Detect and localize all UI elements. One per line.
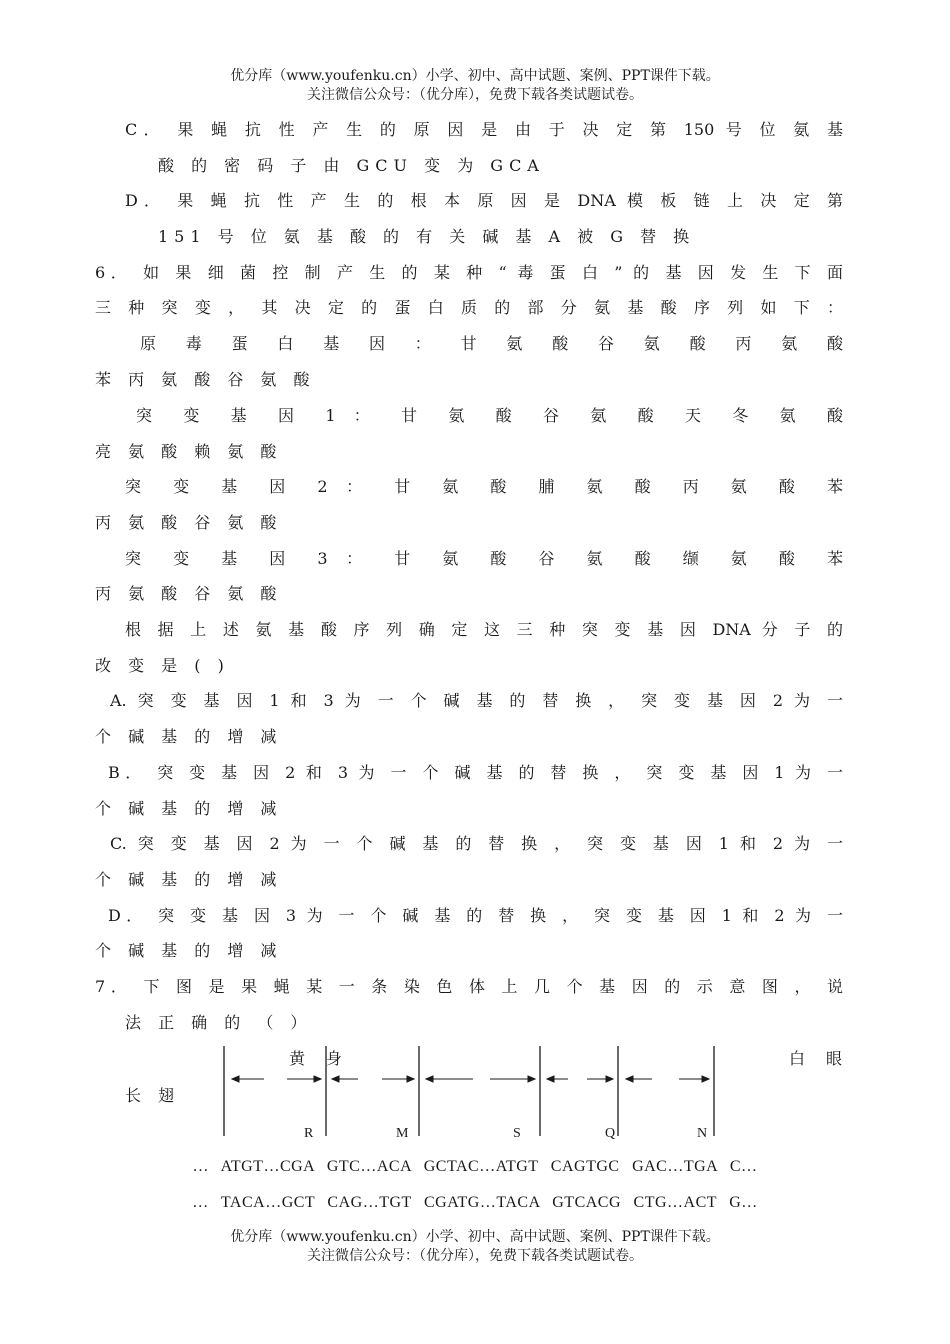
gene-name-chi: 翅 — [158, 1088, 175, 1105]
q7-stem-line2: 法 正 确 的 （ ） — [125, 1013, 313, 1032]
q7-stem-line1: 7． 下 图 是 果 蝇 某 一 条 染 色 体 上 几 个 基 因 的 示 意 图 ， 说 — [95, 977, 843, 996]
q6-option-d-line2: 个 碱 基 的 增 减 — [95, 941, 283, 960]
q6-option-c-line2: 个 碱 基 的 增 减 — [95, 870, 283, 889]
arrow-right-icon — [702, 1076, 709, 1082]
q6-original-gene-line2: 苯 丙 氨 酸 谷 氨 酸 — [95, 370, 316, 389]
segment-label-m: M — [396, 1126, 409, 1141]
gene-name-shen: 身 — [326, 1051, 343, 1068]
header-line-1: 优分库（www.youfenku.cn）小学、初中、高中试题、案例、PPT课件下载。 — [230, 68, 720, 84]
arrow-left-icon — [426, 1076, 433, 1082]
chromosome-gene-diagram — [0, 1040, 950, 1150]
segment-label-s: S — [513, 1126, 521, 1141]
q6-option-b-line2: 个 碱 基 的 增 减 — [95, 799, 283, 818]
gene-name-chang: 长 — [125, 1088, 142, 1105]
q5-option-c-line2: 酸 的 密 码 子 由 GCU 变 为 GCA — [158, 156, 545, 175]
footer-line-1: 优分库（www.youfenku.cn）小学、初中、高中试题、案例、PPT课件下载。 — [230, 1229, 720, 1245]
q6-question-line2: 改 变 是 ( ) — [95, 656, 230, 675]
segment-label-r: R — [304, 1126, 314, 1141]
q6-mutant2-line1: 突 变 基 因 2 ： 甘 氨 酸 脯 氨 酸 丙 氨 酸 苯 — [125, 477, 843, 496]
arrow-left-icon — [232, 1076, 239, 1082]
gene-name-huang: 黄 — [289, 1051, 306, 1068]
q6-option-b-line1: B． 突 变 基 因 2 和 3 为 一 个 碱 基 的 替 换 ， 突 变 基 因 1 为 一 — [108, 763, 843, 782]
arrow-left-icon — [547, 1076, 554, 1082]
arrow-right-icon — [314, 1076, 321, 1082]
q5-option-d-line1: D． 果 蝇 抗 性 产 生 的 根 本 原 因 是 DNA 模 板 链 上 决 定 第 — [125, 191, 843, 210]
q6-question-line1: 根 据 上 述 氨 基 酸 序 列 确 定 这 三 种 突 变 基 因 DNA 分 子 的 — [125, 620, 843, 639]
q6-stem-line2: 三 种 突 变 ， 其 决 定 的 蛋 白 质 的 部 分 氨 基 酸 序 列 如 下 ： — [95, 298, 843, 317]
segment-label-q: Q — [605, 1126, 616, 1141]
q6-option-d-line1: D． 突 变 基 因 3 为 一 个 碱 基 的 替 换 ， 突 变 基 因 1 和 2 为 一 — [108, 906, 843, 925]
q6-mutant1-line1: 突 变 基 因 1 ： 甘 氨 酸 谷 氨 酸 天 冬 氨 酸 — [136, 406, 843, 425]
q6-mutant3-line2: 丙 氨 酸 谷 氨 酸 — [95, 584, 283, 603]
footer-line-2: 关注微信公众号：（优分库），免费下载各类试题试卷。 — [307, 1248, 643, 1264]
arrow-right-icon — [528, 1076, 535, 1082]
arrow-left-icon — [332, 1076, 339, 1082]
q6-original-gene-line1: 原 毒 蛋 白 基 因 ： 甘 氨 酸 谷 氨 酸 丙 氨 酸 — [140, 334, 843, 353]
q6-mutant3-line1: 突 变 基 因 3 ： 甘 氨 酸 谷 氨 酸 缬 氨 酸 苯 — [125, 549, 843, 568]
q6-stem-line1: 6． 如 果 细 菌 控 制 产 生 的 某 种 “ 毒 蛋 白 ” 的 基 因 发 生 下 面 — [95, 263, 843, 282]
header-line-2: 关注微信公众号：（优分库），免费下载各类试题试卷。 — [307, 87, 643, 103]
q6-mutant1-line2: 亮 氨 酸 赖 氨 酸 — [95, 442, 283, 461]
gene-name-bai: 白 — [789, 1051, 806, 1068]
q6-mutant2-line2: 丙 氨 酸 谷 氨 酸 — [95, 513, 283, 532]
q5-option-c-line1: C． 果 蝇 抗 性 产 生 的 原 因 是 由 于 决 定 第 150 号 位 氨 基 — [125, 120, 843, 139]
gene-name-yan: 眼 — [826, 1051, 843, 1068]
segment-label-n: N — [697, 1126, 708, 1141]
arrow-left-icon — [626, 1076, 633, 1082]
q6-option-c-line1: C. 突 变 基 因 2 为 一 个 碱 基 的 替 换 ， 突 变 基 因 1 和 2 为 一 — [110, 834, 843, 853]
q6-option-a-line1: A. 突 变 基 因 1 和 3 为 一 个 碱 基 的 替 换 ， 突 变 基 因 2 为 一 — [110, 691, 843, 710]
q6-option-a-line2: 个 碱 基 的 增 减 — [95, 727, 283, 746]
arrow-right-icon — [407, 1076, 414, 1082]
arrow-right-icon — [606, 1076, 613, 1082]
dna-strand-1: … ATGT…CGA GTC…ACA GCTAC…ATGT CAGTGC GAC…TGA C… — [192, 1158, 758, 1175]
q5-option-d-line2: 151 号 位 氨 基 酸 的 有 关 碱 基 A 被 G 替 换 — [158, 227, 696, 246]
dna-strand-2: … TACA…GCT CAG…TGT CGATG…TACA GTCACG CTG…ACT G… — [192, 1194, 758, 1211]
